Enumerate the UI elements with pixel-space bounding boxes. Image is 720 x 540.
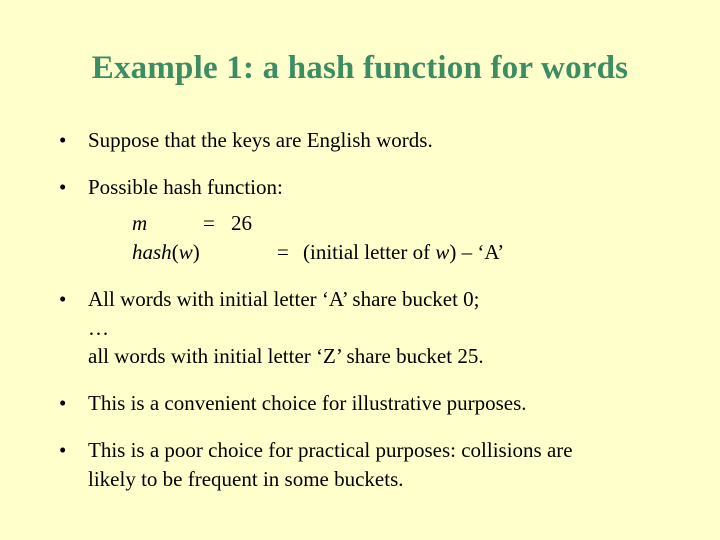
bullet-icon: • <box>59 391 67 415</box>
formula-hash-equals: = <box>277 240 289 264</box>
bullet-text: Possible hash function: <box>88 175 283 199</box>
formula-m-equals: = <box>203 211 215 235</box>
bullet-text-continuation: likely to be frequent in some buckets. <box>88 467 404 491</box>
bullet-icon: • <box>59 287 67 311</box>
bullet-text: All words with initial letter ‘A’ share bucket 0; <box>88 287 480 311</box>
bullet-text: This is a convenient choice for illustrative purposes. <box>88 391 527 415</box>
bullet-icon: • <box>59 438 67 462</box>
bullet-text-continuation: all words with initial letter ‘Z’ share bucket 25. <box>88 344 484 368</box>
formula-m-label: m <box>132 211 148 235</box>
bullet-icon: • <box>59 128 67 152</box>
bullet-text: Suppose that the keys are English words. <box>88 128 433 152</box>
formula-hash-rhs: (initial letter of w) – ‘A’ <box>303 240 505 264</box>
bullet-text-continuation: … <box>88 316 109 340</box>
formula-hash-lhs: hash(w) <box>132 240 200 264</box>
formula-m-value: 26 <box>231 211 252 235</box>
bullet-text: This is a poor choice for practical purposes: collisions are <box>88 438 573 462</box>
bullet-icon: • <box>59 175 67 199</box>
slide-title: Example 1: a hash function for words <box>91 50 629 86</box>
